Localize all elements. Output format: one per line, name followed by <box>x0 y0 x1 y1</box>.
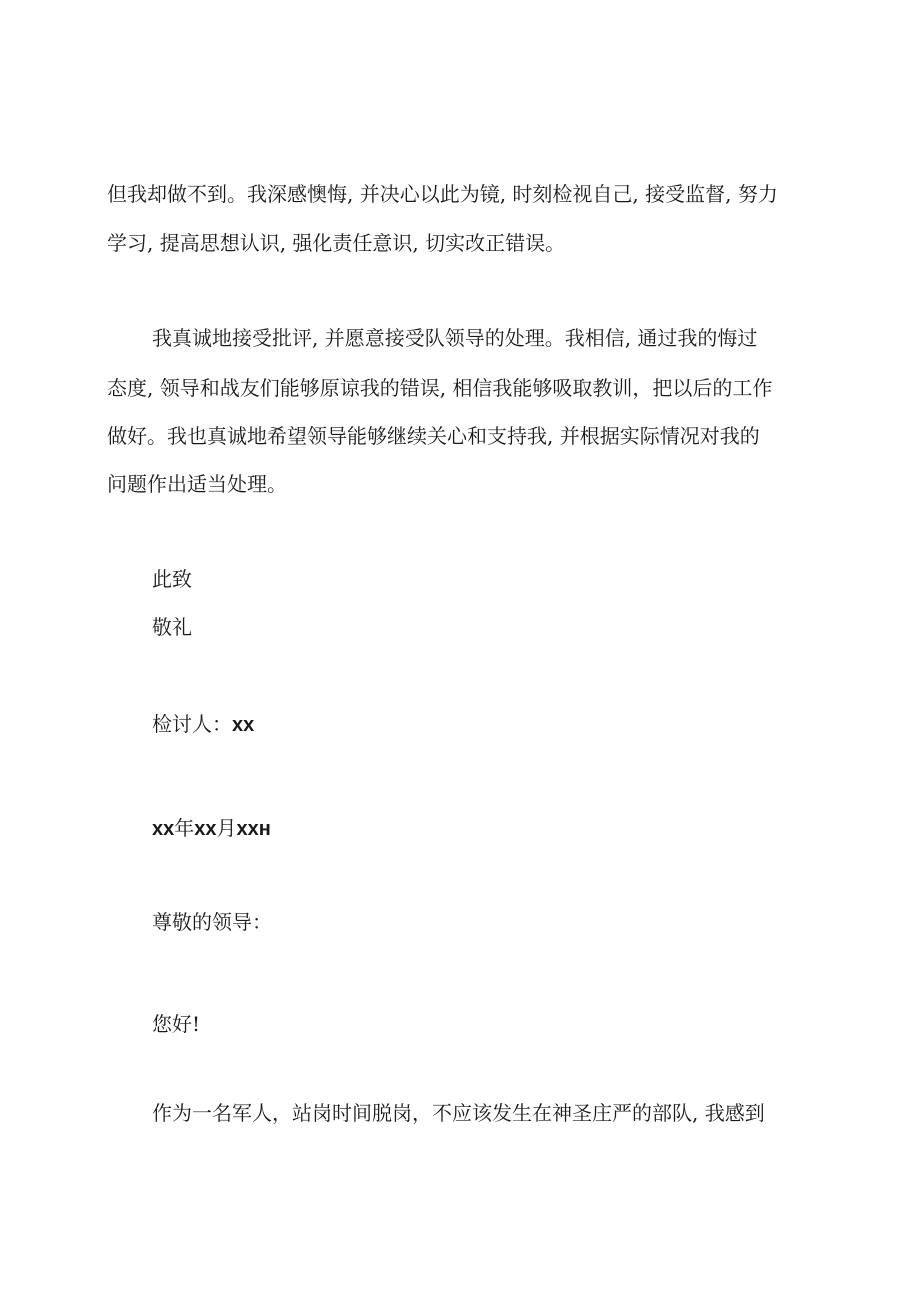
closing-ci-zhi: 此致 <box>152 567 192 591</box>
date-month: xx <box>194 818 217 840</box>
signature-label: 检讨人： <box>152 712 232 736</box>
date-year: xx <box>152 818 175 840</box>
salutation: 尊敬的领导： <box>152 910 272 934</box>
closing-jing-li: 敬礼 <box>152 615 192 639</box>
signature-name: xx <box>232 714 255 736</box>
date-year-unit: 年 <box>174 816 195 840</box>
date-day: xxн <box>236 818 271 840</box>
paragraph-2-line-3: 做好。我也真诚地希望领导能够继续关心和支持我, 并根据实际情况对我的 <box>107 424 760 448</box>
paragraph-1-line-2: 学习, 提高思想认识, 强化责任意识, 切实改正错误。 <box>107 231 566 255</box>
paragraph-2-line-1: 我真诚地接受批评, 并愿意接受队领导的处理。我相信, 通过我的悔过 <box>152 326 758 350</box>
signature-line <box>152 712 254 737</box>
paragraph-2-line-2: 态度, 领导和战友们能够原谅我的错误, 相信我能够吸取教训，把以后的工作 <box>107 376 773 400</box>
date-month-unit: 月 <box>216 816 237 840</box>
paragraph-2-line-4: 问题作出适当处理。 <box>107 472 287 496</box>
letter-2-first-line: 作为一名军人，站岗时间脱岗，不应该发生在神圣庄严的部队, 我感到 <box>152 1101 765 1125</box>
greeting: 您好! <box>152 1012 201 1036</box>
date-line <box>152 816 271 841</box>
paragraph-1-line-1: 但我却做不到。我深感懊悔, 并决心以此为镜, 时刻检视自己, 接受监督, 努力 <box>107 182 778 206</box>
